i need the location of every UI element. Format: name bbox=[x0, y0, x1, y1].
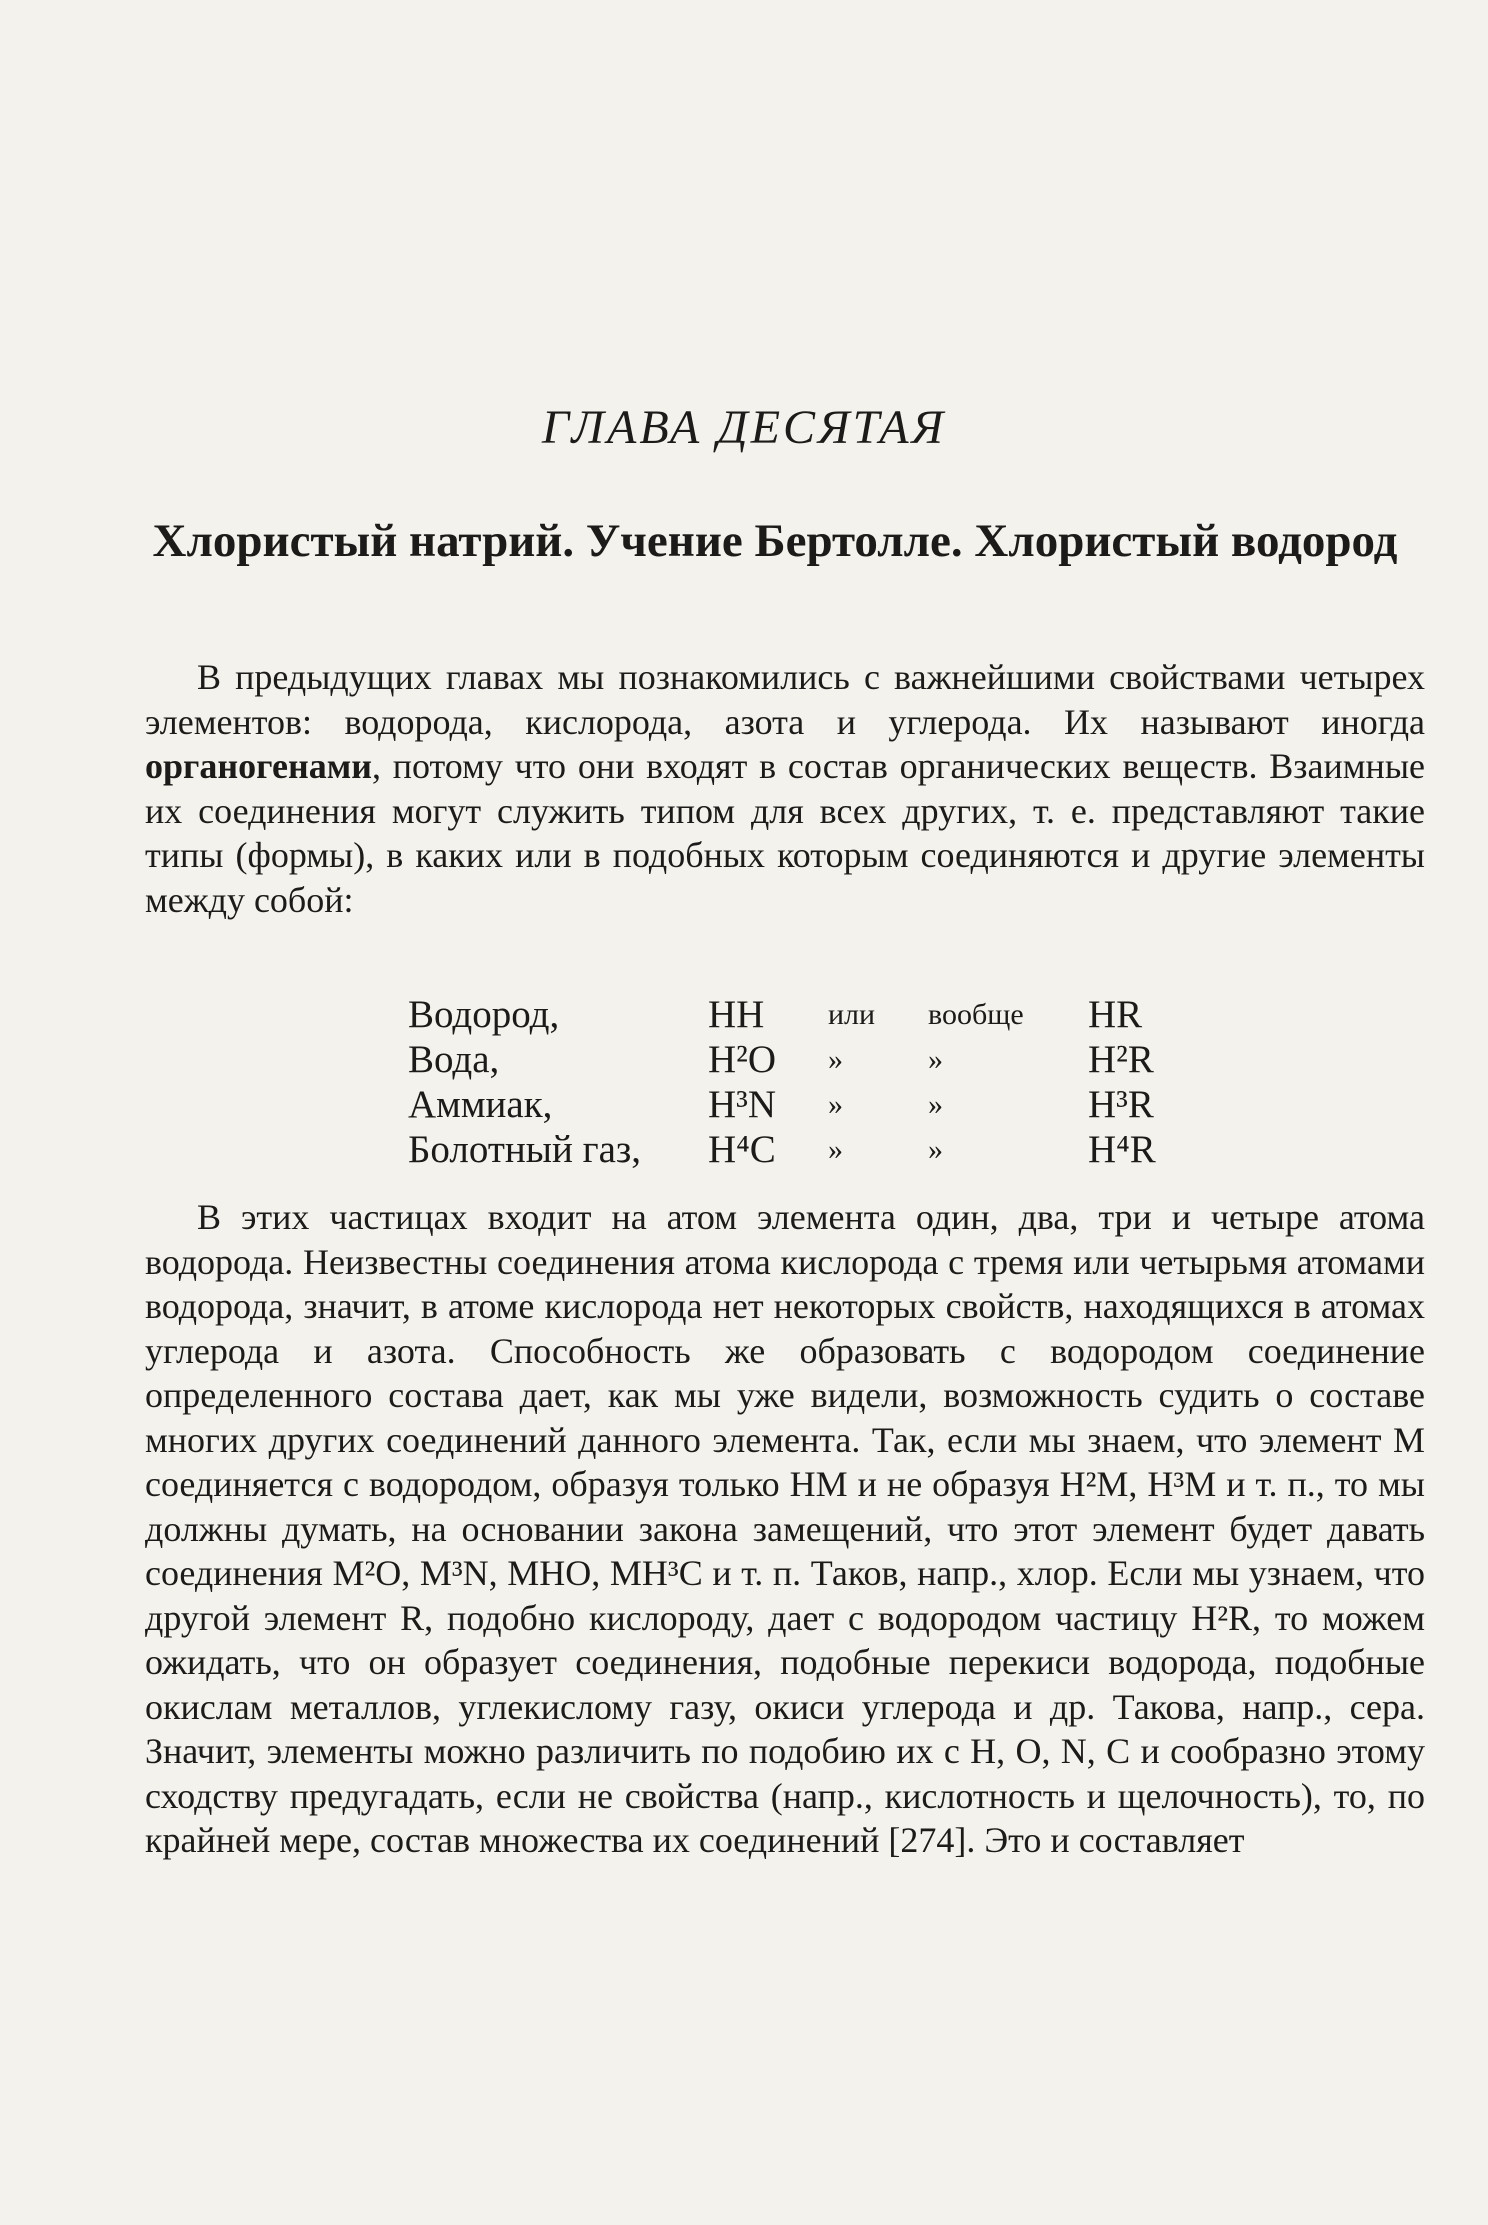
ditto-mark: » bbox=[828, 1087, 843, 1121]
ditto-mark: » bbox=[928, 1087, 943, 1121]
general-formula: H²R bbox=[1088, 1038, 1154, 1081]
compound-formula: H⁴C bbox=[708, 1128, 776, 1171]
compound-formula: H³N bbox=[708, 1083, 777, 1126]
compound-name: Водород, bbox=[408, 993, 560, 1036]
compound-formula: HH bbox=[708, 993, 765, 1036]
general-formula: H⁴R bbox=[1088, 1128, 1156, 1171]
compound-name: Болотный газ, bbox=[408, 1128, 642, 1171]
paragraph-intro-text-1: В предыдущих главах мы познакомились с важнейшими свойствами четырех элементов: водорода, кислорода, азота и углерода. Их называют иногда bbox=[145, 657, 1425, 742]
connector-word: или bbox=[828, 997, 876, 1031]
compound-formula: H²O bbox=[708, 1038, 777, 1081]
paragraph-intro bbox=[145, 655, 1425, 922]
general-formula: HR bbox=[1088, 993, 1143, 1036]
ditto-mark: » bbox=[828, 1042, 843, 1076]
paragraph-intro-text-2: , потому что они входят в состав органических веществ. Взаимные их соединения могут служить типом для всех других, т. е. представляют такие типы (формы), в каких или в подобных которым соединяются и другие элементы между собой: bbox=[145, 746, 1425, 920]
formula-row bbox=[408, 1082, 1156, 1127]
chapter-heading: ГЛАВА ДЕСЯТАЯ bbox=[541, 401, 947, 454]
ditto-mark: » bbox=[928, 1132, 943, 1166]
compound-name: Аммиак, bbox=[408, 1083, 553, 1126]
connector-word: вообще bbox=[928, 997, 1024, 1031]
formula-row bbox=[408, 1127, 1156, 1172]
compound-name: Вода, bbox=[408, 1038, 500, 1081]
paragraph-main: В этих частицах входит на атом элемента один, два, три и четыре атома водорода. Неизвестны соединения атома кислорода с тремя или четырьмя атомами водорода, значит, в атоме кислорода нет некоторых свойств, находящихся в атомах углерода и азота. Способность же образовать с водородом соединение определенного состава дает, как мы уже видели, возможность судить о составе многих других соединений данного элемента. Так, если мы знаем, что элемент M соединяется с водородом, образуя только HM и не образуя H²M, H³M и т. п., то мы должны думать, на основании закона замещений, что этот элемент будет давать соединения M²O, M³N, MHO, MH³C и т. п. Таков, напр., хлор. Если мы узнаем, что другой элемент R, подобно кислороду, дает с водородом частицу H²R, то можем ожидать, что он образует соединения, подобные перекиси водорода, подобные окислам металлов, углекислому газу, окиси углерода и др. Такова, напр., сера. Значит, элементы можно различить по подобию их с H, O, N, C и сообразно этому сходству предугадать, если не свойства (напр., кислотность и щелочность), то, по крайней мере, состав множества их соединений [274]. Это и составляет bbox=[145, 1197, 1426, 1860]
formula-row bbox=[408, 1037, 1156, 1082]
chapter-title: Хлористый натрий. Учение Бертолле. Хлористый водород bbox=[152, 515, 1398, 567]
general-formula: H³R bbox=[1088, 1083, 1154, 1126]
ditto-mark: » bbox=[828, 1132, 843, 1166]
formula-row bbox=[408, 992, 1156, 1037]
ditto-mark: » bbox=[928, 1042, 943, 1076]
formula-table bbox=[408, 992, 1156, 1172]
term-organogens: органогенами bbox=[145, 746, 372, 786]
